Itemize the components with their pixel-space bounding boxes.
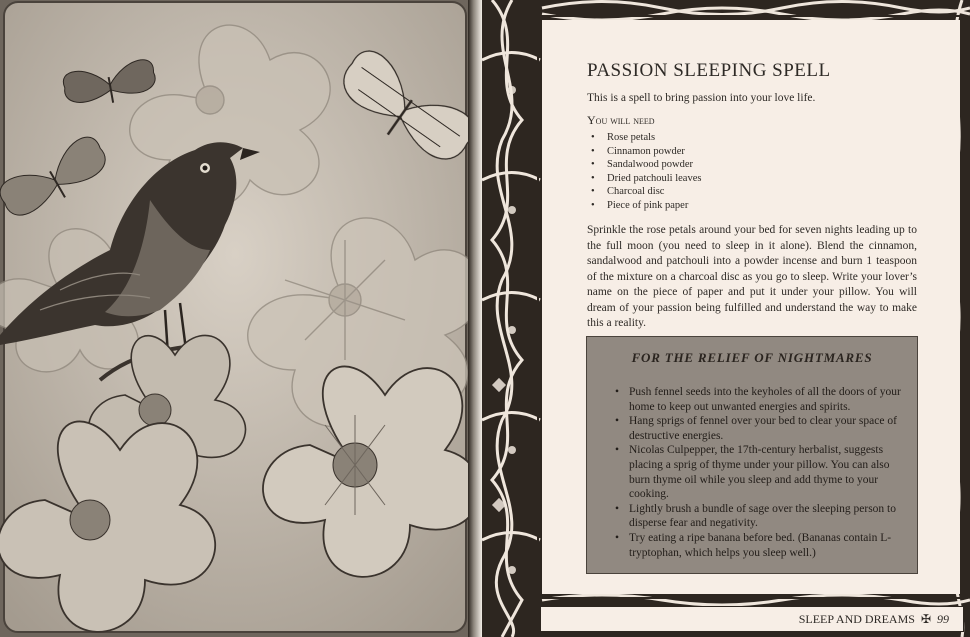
- text-panel: [542, 20, 960, 594]
- spell-title: PASSION SLEEPING SPELL: [587, 60, 831, 81]
- list-item: • Charcoal disc: [587, 185, 701, 199]
- list-item: • Rose petals: [587, 131, 701, 145]
- list-item: • Nicolas Culpepper, the 17th-century herbalist, suggests placing a sprig of thyme under your pillow. You can also burn thyme oil while you sleep and add thyme to your cooking.: [609, 443, 909, 501]
- book-spine: [468, 0, 482, 637]
- box-title: FOR THE RELIEF OF NIGHTMARES: [631, 350, 873, 365]
- list-item: • Piece of pink paper: [587, 199, 701, 213]
- botanical-illustration: [0, 0, 470, 637]
- list-item: • Push fennel seeds into the keyholes of all the doors of your home to keep out unwanted energies and spirits.: [609, 385, 909, 414]
- ingredients-list: [587, 131, 701, 212]
- spell-method: Sprinkle the rose petals around your bed for seven nights leading up to the full moon (you need to sleep in it alone). Blend the cinnamon, sandalwood and patchouli into a powder incense and burn 1 teaspoon of the mixture on a charcoal disc as you go to sleep. Write your lover’s name on the piece of paper and put it under your pillow. You will dream of your passion being fulfilled and understand the way to make this a reality.: [587, 224, 917, 329]
- list-item: • Hang sprigs of fennel over your bed to clear your space of destructive energies.: [609, 414, 909, 443]
- running-footer: [541, 607, 963, 631]
- list-item: • Lightly brush a bundle of sage over the sleeping person to disperse fear and negativity.: [609, 502, 909, 531]
- ingredients-heading: You will need: [587, 113, 655, 127]
- text-page: [482, 0, 970, 637]
- spell-intro: This is a spell to bring passion into your love life.: [587, 92, 816, 104]
- tips-list: [609, 385, 909, 560]
- list-item: • Sandalwood powder: [587, 158, 701, 172]
- illustration-page: [0, 0, 470, 637]
- footer-section-title: SLEEP AND DREAMS: [798, 612, 915, 626]
- footer-text: [799, 612, 949, 627]
- list-item: • Cinnamon powder: [587, 145, 701, 159]
- nightmare-tips-box: [586, 336, 918, 574]
- cross-icon: ✠: [920, 612, 931, 626]
- page-number: 99: [937, 612, 949, 626]
- list-item: • Try eating a ripe banana before bed. (Bananas contain L-tryptophan, which helps you sleep well.): [609, 531, 909, 560]
- list-item: • Dried patchouli leaves: [587, 172, 701, 186]
